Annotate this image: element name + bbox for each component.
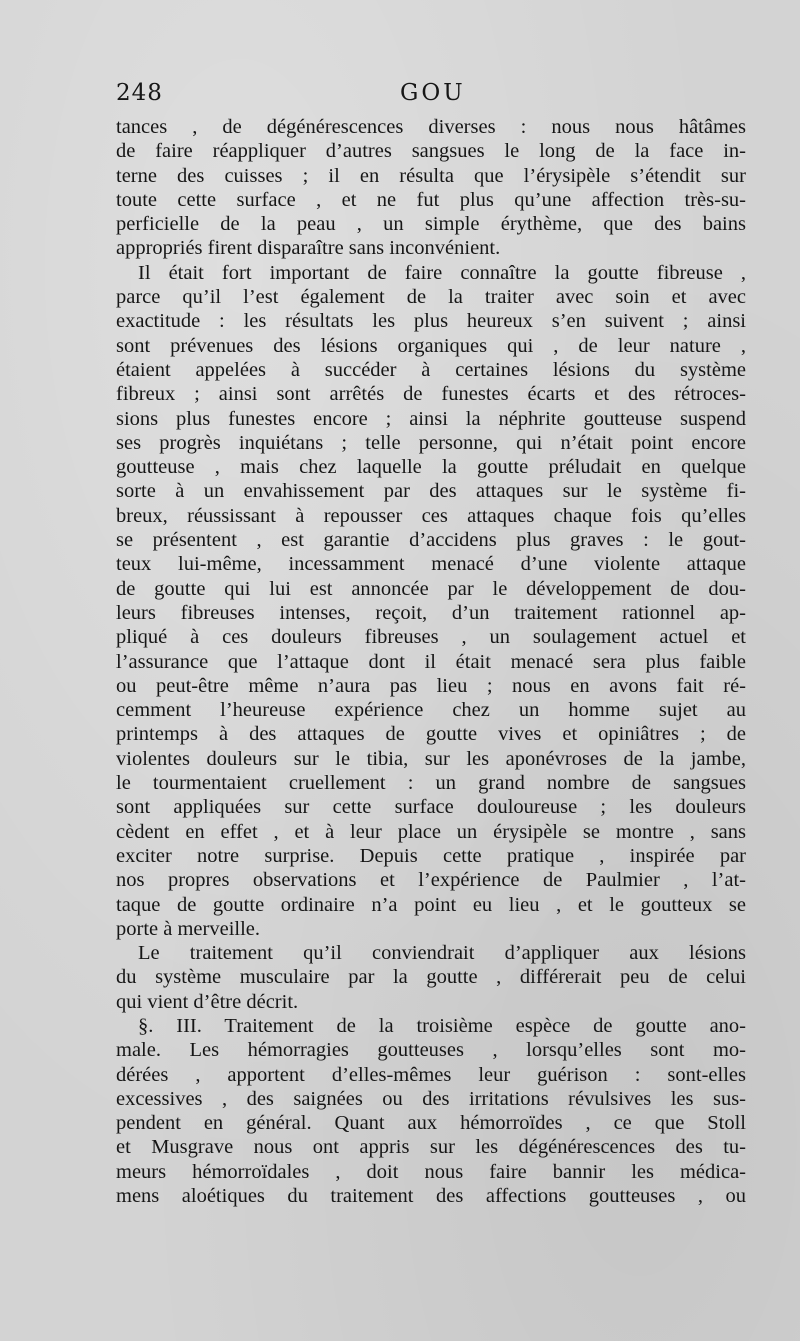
text-line: printemps à des attaques de goutte vives et opiniâtres ; de <box>116 723 746 746</box>
text-line: pliqué à ces douleurs fibreuses , un soulagement actuel et <box>116 626 746 649</box>
text-line: dérées , apportent d’elles-mêmes leur guérison : sont-elles <box>116 1063 746 1086</box>
text-line: cemment l’heureuse expérience chez un homme sujet au <box>116 699 746 722</box>
text-line: porte à merveille. <box>116 917 261 940</box>
text-line: meurs hémorroïdales , doit nous faire bannir les médica- <box>116 1160 746 1183</box>
text-line: tances , de dégénérescences diverses : nous nous hâtâmes <box>116 116 746 138</box>
text-line: pendent en général. Quant aux hémorroïdes , ce que Stoll <box>116 1112 746 1135</box>
text-line: étaient appelées à succéder à certaines lésions du système <box>116 358 746 381</box>
paragraph <box>116 941 746 1014</box>
text-line: ou peut-être même n’aura pas lieu ; nous en avons fait ré- <box>116 674 746 697</box>
text-line: de goutte qui lui est annoncée par le développement de dou- <box>116 577 746 600</box>
text-line: et Musgrave nous ont appris sur les dégénérescences des tu- <box>116 1136 746 1159</box>
text-line: le tourmentaient cruellement : un grand nombre de sangsues <box>116 772 746 795</box>
text-line: sions plus funestes encore ; ainsi la néphrite goutteuse suspend <box>116 407 746 430</box>
paragraph <box>116 1014 746 1208</box>
body-text <box>116 115 746 1208</box>
text-line: cèdent en effet , et à leur place un érysipèle se montre , sans <box>116 820 746 843</box>
text-line: goutteuse , mais chez laquelle la goutte préludait en quelque <box>116 456 746 479</box>
text-line: nos propres observations et l’expérience de Paulmier , l’at- <box>116 869 746 892</box>
text-line: mens aloétiques du traitement des affections goutteuses , ou <box>116 1185 746 1208</box>
text-line: violentes douleurs sur le tibia, sur les aponévroses de la jambe, <box>116 747 746 770</box>
text-line: exciter notre surprise. Depuis cette pratique , inspirée par <box>116 844 746 867</box>
text-line: sorte à un envahissement par des attaques sur le système fi- <box>116 480 746 503</box>
text-line: male. Les hémorragies goutteuses , lorsqu’elles sont mo- <box>116 1039 746 1062</box>
text-line: de faire réappliquer d’autres sangsues le long de la face in- <box>116 140 746 163</box>
running-title: GOU <box>400 80 466 106</box>
text-line: §. III. Traitement de la troisième espèce de goutte ano- <box>138 1014 746 1037</box>
text-line: ses progrès inquiétans ; telle personne, qui n’était point encore <box>116 431 746 454</box>
text-line: excessives , des saignées ou des irritations révulsives les sus- <box>116 1087 746 1110</box>
text-line: se présentent , est garantie d’accidens plus graves : le gout- <box>116 529 746 552</box>
text-line: fibreux ; ainsi sont arrêtés de funestes écarts et des rétroces- <box>116 383 746 406</box>
text-line: Le traitement qu’il conviendrait d’appliquer aux lésions <box>138 942 746 965</box>
text-line: du système musculaire par la goutte , différerait peu de celui <box>116 966 746 989</box>
text-line: Il était fort important de faire connaître la goutte fibreuse , <box>138 261 746 284</box>
text-line: qui vient d’être décrit. <box>116 990 299 1013</box>
text-line: exactitude : les résultats les plus heureux s’en suivent ; ainsi <box>116 310 746 333</box>
text-line: taque de goutte ordinaire n’a point eu lieu , et le goutteux se <box>116 893 746 916</box>
text-line: terne des cuisses ; il en résulta que l’érysipèle s’étendit sur <box>116 164 746 187</box>
text-line: leurs fibreuses intenses, reçoit, d’un traitement rationnel ap- <box>116 601 746 624</box>
paragraph <box>116 115 746 261</box>
text-line: teux lui-même, incessamment menacé d’une violente attaque <box>116 553 746 576</box>
text-line: breux, réussissant à repousser ces attaques chaque fois qu’elles <box>116 504 746 527</box>
text-line: sont appliquées sur cette surface douloureuse ; les douleurs <box>116 796 746 819</box>
page-number: 248 <box>116 80 163 106</box>
text-line: parce qu’il l’est également de la traiter avec soin et avec <box>116 286 746 309</box>
text-line: sont prévenues des lésions organiques qui , de leur nature , <box>116 334 746 357</box>
text-line: perficielle de la peau , un simple érythème, que des bains <box>116 213 746 236</box>
text-line: l’assurance que l’attaque dont il était menacé sera plus faible <box>116 650 746 673</box>
text-line: toute cette surface , et ne fut plus qu’une affection très-su- <box>116 188 746 211</box>
text-line: appropriés firent disparaître sans inconvénient. <box>116 237 501 260</box>
paragraph <box>116 261 746 941</box>
running-head <box>116 80 746 114</box>
